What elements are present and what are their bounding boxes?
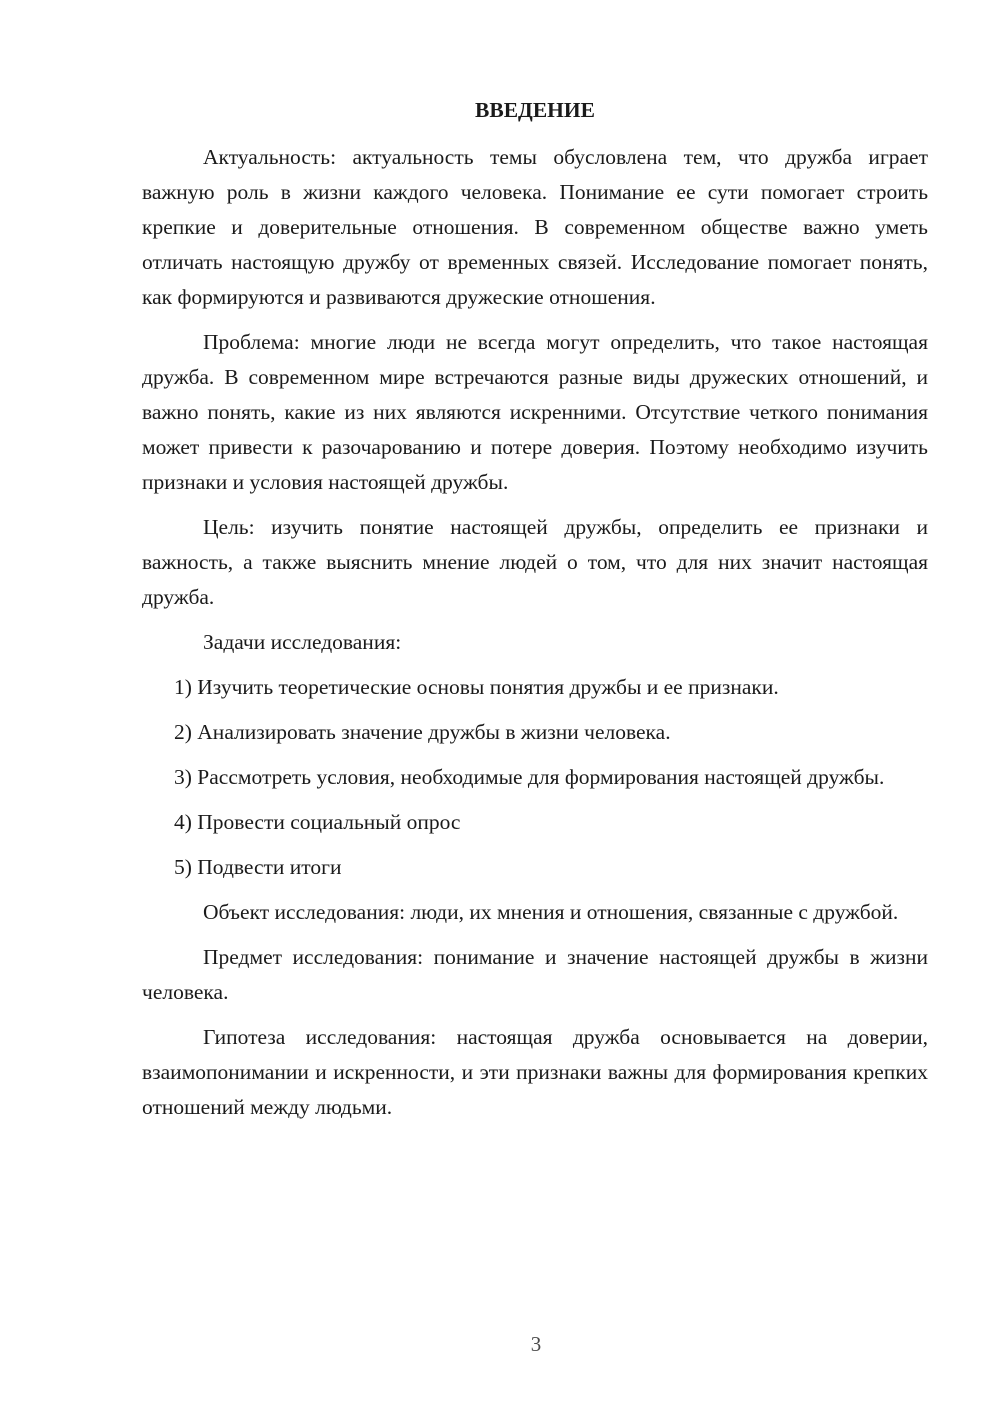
task-item: 5) Подвести итоги xyxy=(174,855,342,879)
tasks-heading: Задачи исследования: xyxy=(203,630,402,654)
goal-paragraph: Цель: изучить понятие настоящей дружбы, определить ее признаки и важность, а также выяснить мнение людей о том, что для них значит настоящая дружба. xyxy=(142,515,928,609)
task-item: 3) Рассмотреть условия, необходимые для формирования настоящей дружбы. xyxy=(174,765,885,789)
hypothesis-paragraph: Гипотеза исследования: настоящая дружба основывается на доверии, взаимопонимании и искренности, и эти признаки важны для формирования крепких отношений между людьми. xyxy=(142,1025,928,1119)
relevance-paragraph: Актуальность: актуальность темы обусловлена тем, что дружба играет важную роль в жизни каждого человека. Понимание ее сути помогает строить крепкие и доверительные отношения. В современном обществе важно уметь отличать настоящую дружбу от временных связей. Исследование помогает понять, как формируются и развиваются дружеские отношения. xyxy=(142,145,928,309)
object-paragraph: Объект исследования: люди, их мнения и отношения, связанные с дружбой. xyxy=(203,900,899,924)
section-heading: ВВЕДЕНИЕ xyxy=(475,98,595,122)
page-number: 3 xyxy=(530,1332,542,1356)
problem-paragraph: Проблема: многие люди не всегда могут определить, что такое настоящая дружба. В современном мире встречаются разные виды дружеских отношений, и важно понять, какие из них являются искренними. Отсутствие четкого понимания может привести к разочарованию и потере доверия. Поэтому необходимо изучить признаки и условия настоящей дружбы. xyxy=(142,330,928,494)
subject-paragraph: Предмет исследования: понимание и значение настоящей дружбы в жизни человека. xyxy=(142,945,928,1004)
document-page xyxy=(142,93,928,1135)
task-item: 2) Анализировать значение дружбы в жизни человека. xyxy=(174,720,671,744)
task-item: 1) Изучить теоретические основы понятия дружбы и ее признаки. xyxy=(174,675,779,699)
task-item: 4) Провести социальный опрос xyxy=(174,810,461,834)
